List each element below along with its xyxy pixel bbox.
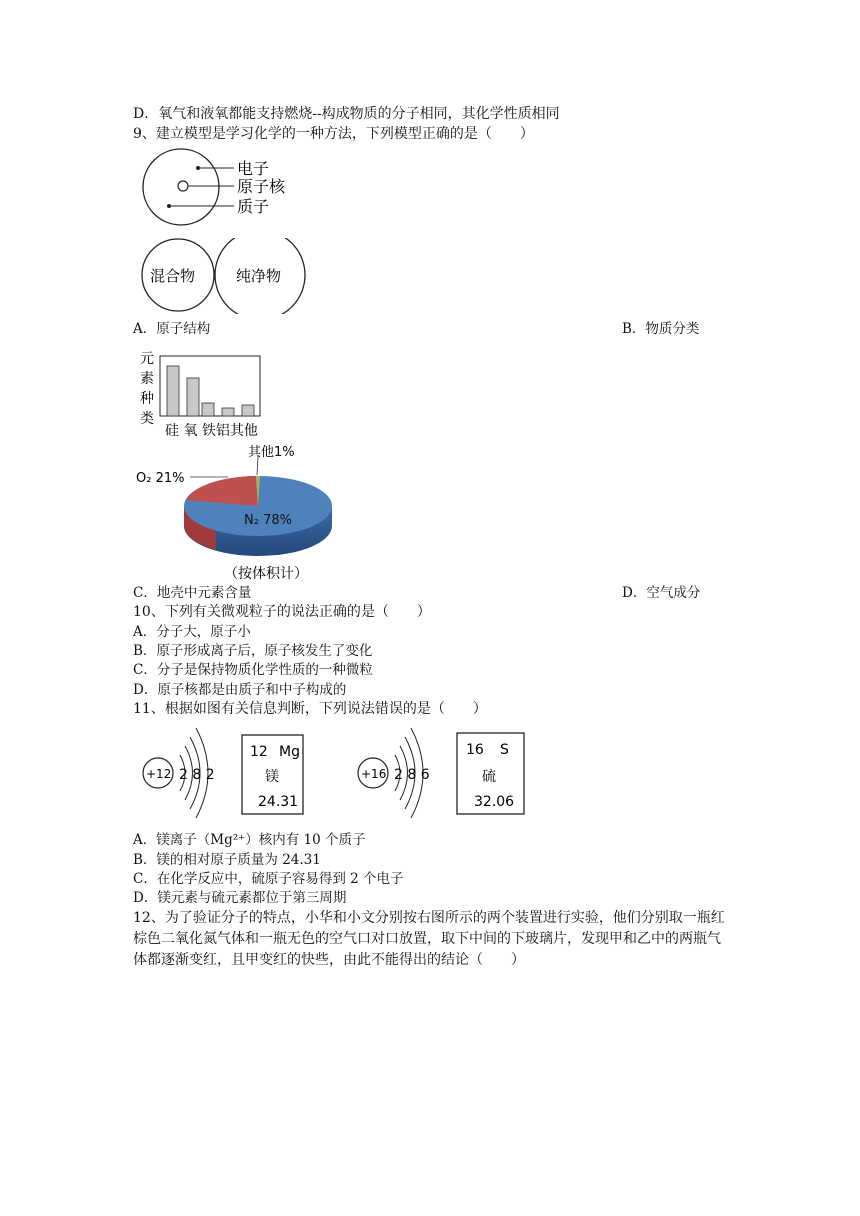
ylabel-char-2: 素 [140,371,154,387]
mg-atom-diagram [140,722,230,824]
s-nucleus-charge: +16 [361,767,387,781]
s-electron-shells: 2 8 6 [394,767,430,783]
crust-element-bar-chart [138,348,268,442]
s-name: 硫 [482,769,496,785]
mg-element-card [241,734,305,816]
s-atom-diagram [355,722,445,824]
q9-option-d: D．空气成分 [622,585,701,601]
q9-stem: 9、建立模型是学习化学的一种方法，下列模型正确的是（ ） [133,126,534,142]
s-symbol: S [500,742,509,758]
q11-stem: 11、根据如图有关信息判断，下列说法错误的是（ ） [133,701,487,717]
electron-label: 电子 [237,159,270,178]
ylabel-char-1: 元 [140,351,154,367]
atom-structure-figure [138,148,288,230]
bar-silicon [167,366,179,416]
q11-option-a: A．镁离子（Mg²⁺）核内有 10 个质子 [133,832,366,848]
xlabel: 硅 氧 铁铝其他 [165,423,258,439]
bar-iron [202,403,214,416]
q10-option-a: A．分子大，原子小 [133,624,251,640]
bar-aluminum [222,408,234,416]
pie-caption: （按体积计） [224,566,308,582]
label-n2: N₂ 78% [244,513,292,528]
s-atomic-mass: 32.06 [474,794,515,810]
proton-label: 质子 [237,197,270,216]
q10-option-d: D．原子核都是由质子和中子构成的 [133,682,347,698]
q10-option-c: C．分子是保持物质化学性质的一种微粒 [133,662,373,678]
mg-name: 镁 [265,769,279,785]
q11-option-b: B．镁的相对原子质量为 24.31 [133,852,321,868]
matter-classification-venn [138,238,310,314]
q9-option-c: C．地壳中元素含量 [133,585,252,601]
q8-option-d: D．氧气和液氧都能支持燃烧--构成物质的分子相同，其化学性质相同 [133,106,560,122]
label-other: 其他1% [248,445,295,460]
bar-oxygen [187,378,199,416]
q11-option-c: C．在化学反应中，硫原子容易得到 2 个电子 [133,871,404,887]
label-o2: O₂ 21% [136,471,185,486]
mg-nucleus-charge: +12 [146,767,172,781]
q10-stem: 10、下列有关微观粒子的说法正确的是（ ） [133,604,431,620]
q9-option-b: B．物质分类 [622,321,700,337]
ylabel-char-3: 种 [140,391,154,407]
ylabel-char-4: 类 [140,411,154,427]
q10-option-b: B．原子形成离子后，原子核发生了变化 [133,643,373,659]
mg-electron-shells: 2 8 2 [179,767,215,783]
air-composition-pie-chart [136,442,342,584]
mg-atomic-number: 12 [250,744,268,760]
pure-substance-label: 纯净物 [236,267,282,285]
s-element-card [456,732,526,816]
bar-other [242,405,254,416]
s-atomic-number: 16 [466,742,484,758]
mixture-label: 混合物 [150,267,196,285]
mg-atomic-mass: 24.31 [258,794,299,810]
mg-symbol: Mg [279,744,300,760]
q12-stem: 12、为了验证分子的特点，小华和小文分别按右图所示的两个装置进行实验，他们分别取一瓶红棕色二氧化氮气体和一瓶无色的空气口对口放置，取下中间的下玻璃片，发现甲和乙中的两瓶气体都逐渐变红，且甲变红的快些，由此不能得出的结论（ ） [133,910,725,968]
nucleus-label: 原子核 [237,177,286,196]
q11-option-d: D．镁元素与硫元素都位于第三周期 [133,890,347,906]
q9-option-a: A．原子结构 [133,321,211,337]
